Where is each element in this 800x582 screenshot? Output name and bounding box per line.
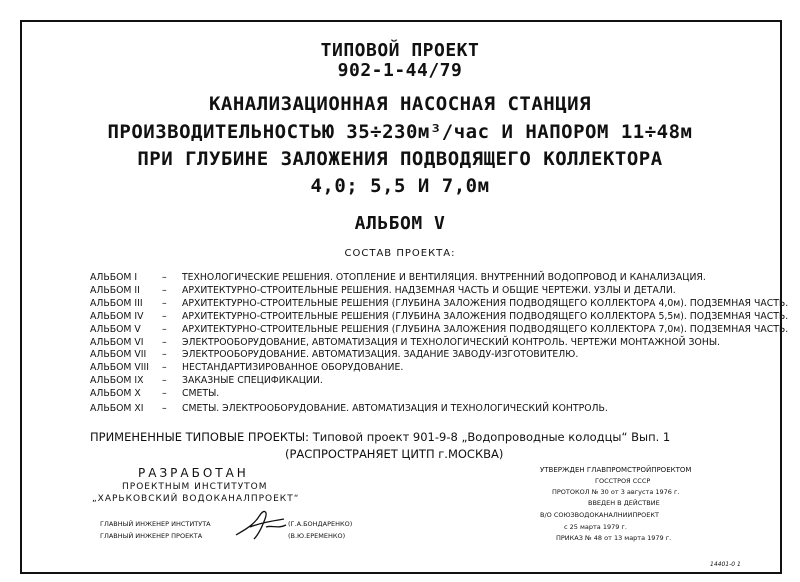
album-dash: – <box>162 375 167 387</box>
album-dash: – <box>162 284 167 296</box>
chief-engineer-label: ГЛАВНЫЙ ИНЖЕНЕР ИНСТИТУТА <box>100 520 211 528</box>
album-description: ЗАКАЗНЫЕ СПЕЦИФИКАЦИИ. <box>182 375 323 387</box>
album-dash: – <box>162 362 167 374</box>
album-description: АРХИТЕКТУРНО-СТРОИТЕЛЬНЫЕ РЕШЕНИЯ (ГЛУБИНА ЗАЛОЖЕНИЯ ПОДВОДЯЩЕГО КОЛЛЕКТОРА 4,0м). ПОДЗЕМНАЯ ЧАСТЬ. <box>182 297 789 309</box>
album-description: СМЕТЫ. ЭЛЕКТРООБОРУДОВАНИЕ. АВТОМАТИЗАЦИЯ И ТЕХНОЛОГИЧЕСКИЙ КОНТРОЛЬ. <box>182 403 608 414</box>
album-dash: – <box>162 336 167 348</box>
album-name: АЛЬБОМ II <box>90 284 140 296</box>
approval-order: ПРИКАЗ № 48 от 13 марта 1979 г. <box>556 534 672 542</box>
album-description: АРХИТЕКТУРНО-СТРОИТЕЛЬНЫЕ РЕШЕНИЯ (ГЛУБИНА ЗАЛОЖЕНИЯ ПОДВОДЯЩЕГО КОЛЛЕКТОРА 5,5м). ПОДЗЕМНАЯ ЧАСТЬ. <box>182 310 789 322</box>
album-description: ЭЛЕКТРООБОРУДОВАНИЕ, АВТОМАТИЗАЦИЯ И ТЕХНОЛОГИЧЕСКИЙ КОНТРОЛЬ. ЧЕРТЕЖИ МОНТАЖНОЙ ЗОНЫ. <box>182 336 720 348</box>
album-description: НЕСТАНДАРТИЗИРОВАННОЕ ОБОРУДОВАНИЕ. <box>182 362 404 374</box>
project-engineer-label: ГЛАВНЫЙ ИНЖЕНЕР ПРОЕКТА <box>100 532 203 540</box>
approval-protocol: ПРОТОКОЛ № 30 от 3 августа 1976 г. <box>552 488 680 496</box>
title-line-4: 4,0; 5,5 И 7,0м <box>310 175 490 197</box>
composition-title: СОСТАВ ПРОЕКТА: <box>344 248 456 259</box>
album-description: АРХИТЕКТУРНО-СТРОИТЕЛЬНЫЕ РЕШЕНИЯ (ГЛУБИНА ЗАЛОЖЕНИЯ ПОДВОДЯЩЕГО КОЛЛЕКТОРА 7,0м). ПОДЗЕМНАЯ ЧАСТЬ. <box>182 323 789 335</box>
album-dash: – <box>162 272 167 283</box>
title-line-2: ПРОИЗВОДИТЕЛЬНОСТЬЮ 35÷230м³/час И НАПОРОМ 11÷48м <box>107 121 693 143</box>
title-line-1: КАНАЛИЗАЦИОННАЯ НАСОСНАЯ СТАНЦИЯ <box>208 93 592 115</box>
approval-line2: ГОССТРОЯ СССР <box>595 477 651 485</box>
developer-org-line2: „ХАРЬКОВСКИЙ ВОДОКАНАЛПРОЕКТ“ <box>92 494 300 504</box>
album-description: СМЕТЫ. <box>182 388 220 400</box>
album-description: ТЕХНОЛОГИЧЕСКИЕ РЕШЕНИЯ. ОТОПЛЕНИЕ И ВЕНТИЛЯЦИЯ. ВНУТРЕННИЙ ВОДОПРОВОД И КАНАЛИЗАЦИЯ. <box>182 272 706 283</box>
album-name: АЛЬБОМ VIII <box>90 362 149 374</box>
album-description: ЭЛЕКТРООБОРУДОВАНИЕ. АВТОМАТИЗАЦИЯ. ЗАДАНИЕ ЗАВОДУ-ИЗГОТОВИТЕЛЮ. <box>182 349 579 361</box>
developer-org-line1: ПРОЕКТНЫМ ИНСТИТУТОМ <box>122 482 268 492</box>
approval-date: с 25 марта 1979 г. <box>564 523 627 531</box>
project-number: 902-1-44/79 <box>337 60 463 81</box>
album-name: АЛЬБОМ V <box>90 323 141 335</box>
album-dash: – <box>162 388 167 400</box>
album-name: АЛЬБОМ IV <box>90 310 144 322</box>
album-name: АЛЬБОМ I <box>90 272 138 283</box>
chief-engineer-name: (Г.А.БОНДАРЕНКО) <box>288 520 353 528</box>
title-line-3: ПРИ ГЛУБИНЕ ЗАЛОЖЕНИЯ ПОДВОДЯЩЕГО КОЛЛЕКТОРА <box>137 148 663 170</box>
approval-introduced: ВВЕДЕН В ДЕЙСТВИЕ <box>588 499 660 507</box>
album-dash: – <box>162 297 167 309</box>
applied-projects-distributor: (РАСПРОСТРАНЯЕТ ЦИТП г.МОСКВА) <box>285 447 504 461</box>
album-name: АЛЬБОМ IX <box>90 375 144 387</box>
approval-line1: УТВЕРЖДЕН ГЛАВПРОМСТРОЙПРОЕКТОМ <box>540 466 692 474</box>
album-dash: – <box>162 323 167 335</box>
project-engineer-name: (В.Ю.ЕРЕМЕНКО) <box>288 532 346 540</box>
approval-org: В/О СОЮЗВОДОКАНАЛНИИПРОЕКТ <box>540 511 659 519</box>
album-name: АЛЬБОМ VI <box>90 336 144 348</box>
album-name: АЛЬБОМ III <box>90 297 143 309</box>
album-name: АЛЬБОМ XI <box>90 403 144 414</box>
signature-drawing <box>232 505 290 543</box>
developer-title: РАЗРАБОТАН <box>138 466 249 480</box>
album-dash: – <box>162 403 167 414</box>
album-description: АРХИТЕКТУРНО-СТРОИТЕЛЬНЫЕ РЕШЕНИЯ. НАДЗЕМНАЯ ЧАСТЬ И ОБЩИЕ ЧЕРТЕЖИ. УЗЛЫ И ДЕТАЛИ. <box>182 284 676 296</box>
corner-note: 14401-0 1 <box>710 561 741 568</box>
album-name: АЛЬБОМ VII <box>90 349 147 361</box>
project-type-label: ТИПОВОЙ ПРОЕКТ <box>320 40 480 61</box>
applied-projects-line: ПРИМЕНЕННЫЕ ТИПОВЫЕ ПРОЕКТЫ: Типовой проект 901-9-8 „Водопроводные колодцы“ Вып. 1 <box>90 430 671 444</box>
album-dash: – <box>162 349 167 361</box>
album-title: АЛЬБОМ V <box>354 213 446 234</box>
album-dash: – <box>162 310 167 322</box>
album-name: АЛЬБОМ X <box>90 388 141 400</box>
